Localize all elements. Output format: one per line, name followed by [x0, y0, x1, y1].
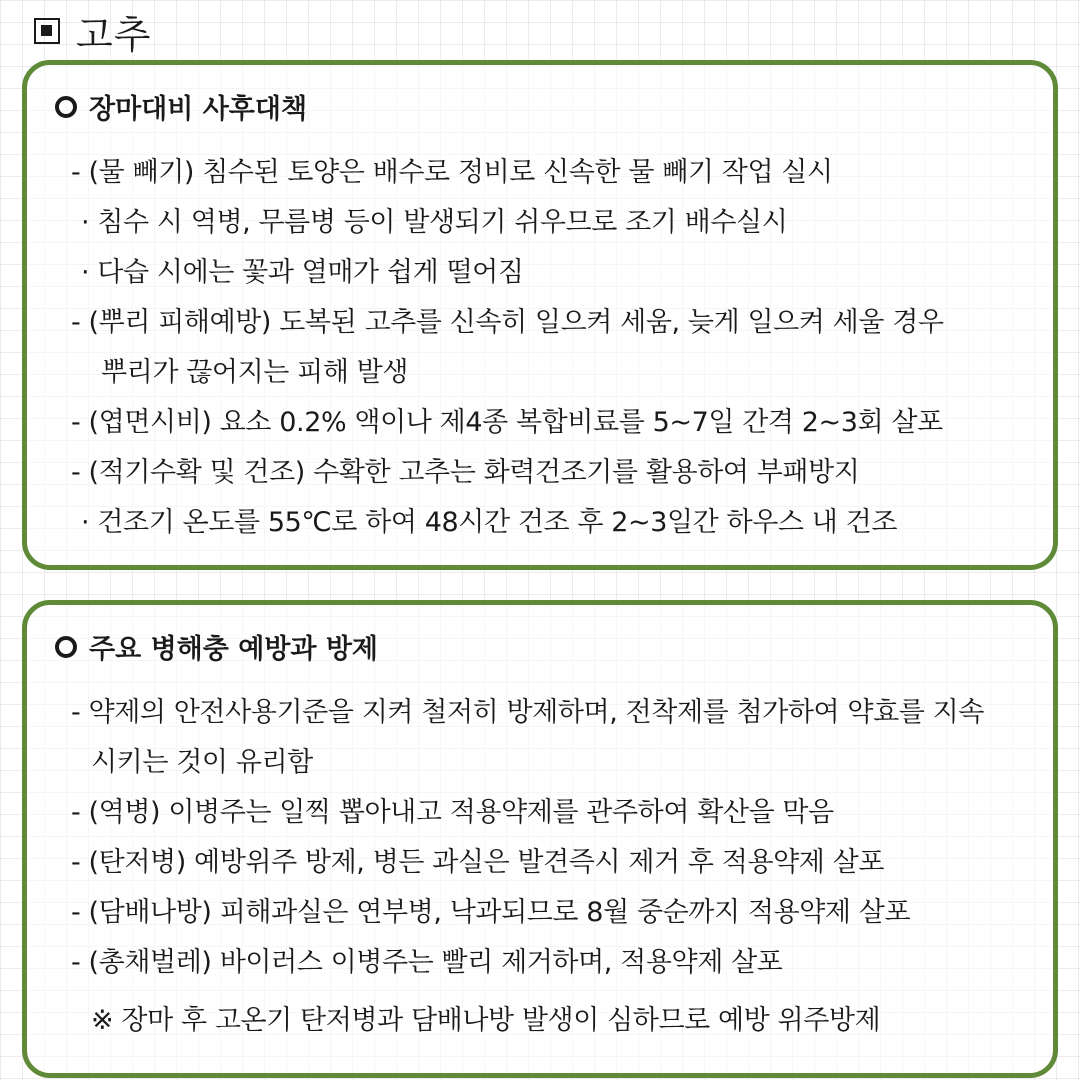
list-item: - (탄저병) 예방위주 방제, 병든 과실은 발견즉시 제거 후 적용약제 살포: [71, 847, 885, 878]
list-item: - (총채벌레) 바이러스 이병주는 빨리 제거하며, 적용약제 살포: [71, 947, 783, 978]
square-bullet-icon: [34, 18, 60, 44]
circle-bullet-icon: [55, 96, 77, 118]
list-item: - (적기수확 및 건조) 수확한 고추는 화력건조기를 활용하여 부패방지: [71, 457, 860, 488]
list-item: - (담배나방) 피해과실은 연부병, 낙과되므로 8월 중순까지 적용약제 살포: [71, 897, 911, 928]
section-heading-text: 주요 병해충 예방과 방제: [89, 634, 379, 665]
list-item: 뿌리가 끊어지는 피해 발생: [101, 357, 409, 388]
note: ※ 장마 후 고온기 탄저병과 담배나방 발생이 심하므로 예방 위주방제: [91, 1005, 881, 1036]
list-item: · 건조기 온도를 55℃로 하여 48시간 건조 후 2~3일간 하우스 내 건조: [81, 507, 898, 538]
page-title: [30, 6, 151, 56]
list-item: · 다습 시에는 꽃과 열매가 쉽게 떨어짐: [81, 257, 524, 288]
list-item: - (엽면시비) 요소 0.2% 액이나 제4종 복합비료를 5~7일 간격 2~3회 살포: [71, 407, 943, 438]
content-lines: [71, 688, 1033, 1046]
circle-bullet-icon: [55, 636, 77, 658]
content-lines: [71, 148, 1033, 548]
section-heading: [55, 627, 378, 666]
list-item: 시키는 것이 유리함: [91, 747, 313, 778]
list-item: - (역병) 이병주는 일찍 뽑아내고 적용약제를 관주하여 확산을 막음: [71, 797, 834, 828]
list-item: - (뿌리 피해예방) 도복된 고추를 신속히 일으켜 세움, 늦게 일으켜 세울 경우: [71, 307, 944, 338]
list-item: - (물 빼기) 침수된 토양은 배수로 정비로 신속한 물 빼기 작업 실시: [71, 157, 833, 188]
section-rainy-season-measures: [22, 60, 1058, 570]
section-heading-text: 장마대비 사후대책: [89, 94, 308, 125]
section-heading: [55, 87, 307, 126]
section-pest-control: [22, 600, 1058, 1078]
list-item: · 침수 시 역병, 무름병 등이 발생되기 쉬우므로 조기 배수실시: [81, 207, 788, 238]
page-title-text: 고추: [76, 12, 152, 57]
list-item: - 약제의 안전사용기준을 지켜 철저히 방제하며, 전착제를 첨가하여 약효를 지속: [71, 697, 984, 728]
